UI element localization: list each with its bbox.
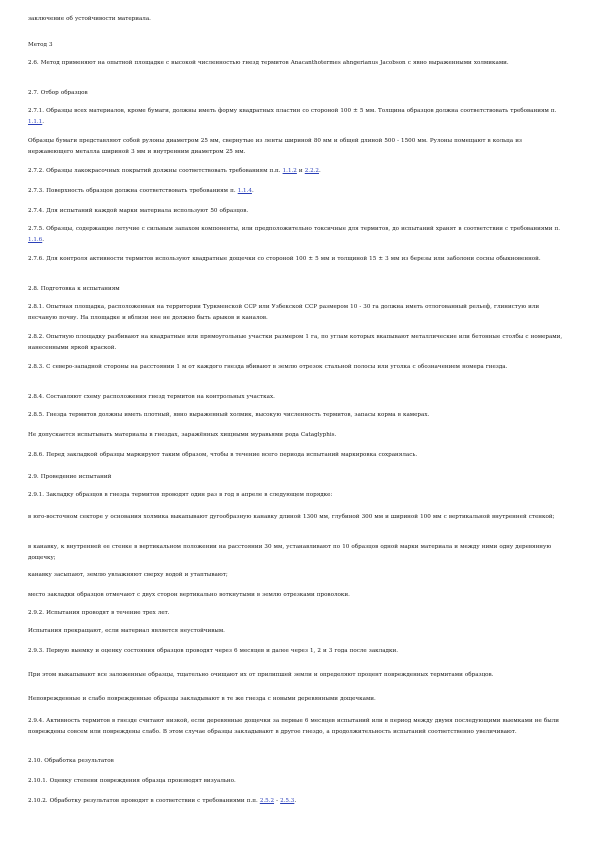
paragraph-text: 2.9.4. Активность термитов в гнезде считают низкой, если деревянные дощечки за первые 6 месяцев испытаний или в период между двумя последующими выемками не были повреждены совсем или повреждены слабо. В этом случае образцы закладывают в другое гнездо, а продолжительность испытаний соответственно увеличивают. [28,718,559,735]
paragraph [28,58,568,69]
paragraph-text: 2.8.2. Опытную площадку разбивают на квадратные или прямоугольные участки размером 1 га, по углам которых вкапывают металлические или бетонные столбы с номерами, нанесенными яркой краской. [28,334,563,351]
paragraph [28,570,568,581]
paragraph-text: 2.7.2. Образцы лакокрасочных покрытий должны соответствовать требованиям п.п. [28,168,283,174]
clause-reference-link[interactable]: 2.5.3 [280,798,295,804]
paragraph-text: Метод 3 [28,42,53,48]
paragraph [28,332,568,354]
paragraph-text: . [318,168,321,174]
paragraph-text: 2.7. Отбор образцов [28,90,88,96]
paragraph [28,40,568,51]
clause-reference-link[interactable]: 1.1.6 [28,237,43,243]
paragraph-text: заключение об устойчивости материала. [28,16,151,22]
clause-reference-link[interactable]: 1.1.1 [28,119,43,125]
paragraph-text: в юго-восточном секторе у основания холмика выкапывают дугообразную канавку длиной 1300 мм, глубиной 300 мм и шириной 100 мм с вертикальной внутренней стенкой; [28,514,555,520]
paragraph [28,14,568,25]
paragraph-text: 2.7.1. Образцы всех материалов, кроме бумаги, должны иметь форму квадратных пластин со стороной 100 ± 5 мм. Толщина образцов должна соответствовать требованиям п. [28,108,557,114]
paragraph [28,166,568,177]
paragraph-text: Испытания прекращают, если материал является неустойчивым. [28,628,225,634]
paragraph-text: 2.8.1. Опытная площадка, расположенная на территории Туркменской ССР или Узбекской ССР размером 10 - 30 га должна иметь отлогованный рельеф, глинистую или песчаную почву. На площадке и вблизи нее не должно быть арыков и каналов. [28,304,540,321]
paragraph [28,670,568,681]
paragraph-text: . [42,237,45,243]
paragraph-text: 2.8.4. Составляют схему расположения гнезд термитов на контрольных участках. [28,394,275,400]
clause-reference-link[interactable]: 2.5.2 [259,798,275,804]
clause-reference-link[interactable]: 2.2.2 [304,168,319,174]
paragraph [28,608,568,619]
paragraph-text: 2.8. Подготовка к испытаниям [28,286,120,292]
paragraph [28,646,568,657]
paragraph-text: 2.9.1. Закладку образцов в гнезда термитов проводят один раз в год в апреле в следующем порядке: [28,492,333,498]
paragraph [28,626,568,637]
paragraph [28,362,568,373]
paragraph-text: Образцы бумаги представляют собой рулоны диаметром 25 мм, свернутые из ленты шириной 80 мм и общей длиной 500 - 1500 мм. Рулоны помещают в кольца из нержавеющего металла шириной 3 мм и внутренним диаметром 25 мм. [28,138,522,155]
clause-reference-link[interactable]: 1.1.2 [282,168,297,174]
paragraph [28,186,568,197]
paragraph-text: 2.8.6. Перед закладкой образцы маркируют таким образом, чтобы в течение всего периода испытаний маркировка сохранялась. [28,452,418,458]
paragraph-text: . [294,798,297,804]
paragraph [28,694,568,705]
paragraph-text: и [296,168,305,174]
clause-reference-link[interactable]: 1.1.4 [237,188,252,194]
paragraph [28,490,568,501]
paragraph [28,302,568,324]
paragraph [28,206,568,217]
paragraph [28,512,568,523]
paragraph [28,392,568,403]
paragraph-text: 2.10.1. Оценку степени повреждения образца производят визуально. [28,778,236,784]
paragraph [28,776,568,787]
paragraph-text: Не допускается испытывать материалы в гнездах, заражённых хищными муравьями рода Cataglyphis. [28,432,337,438]
paragraph [28,756,568,767]
paragraph [28,254,568,265]
paragraph-text: При этом выкапывают все заложенные образцы, тщательно очищают их от прилипшей земли и определяют процент поврежденных термитами образцов. [28,672,494,678]
paragraph [28,224,568,246]
paragraph-text: 2.9.3. Первую выемку и оценку состояния образцов проводят через 6 месяцев и далее через 1, 2 и 3 года после закладки. [28,648,399,654]
paragraph-text: 2.7.5. Образцы, содержащие летучие с сильным запахом компоненты, или предположительно токсичные для термитов, до испытаний хранят в соответствии с требованиями п. [28,226,561,232]
paragraph [28,88,568,99]
paragraph-text: 2.8.3. С северо-западной стороны на расстоянии 1 м от каждого гнезда вбивают в землю отрезок стальной полосы или уголка с обозначением номера гнезда. [28,364,508,370]
paragraph-text: . [42,119,45,125]
paragraph-text: 2.7.4. Для испытаний каждой марки материала используют 50 образцов. [28,208,249,214]
paragraph-text: канавку засыпают, землю увлажняют сверху водой и утаптывают; [28,572,228,578]
paragraph [28,410,568,421]
paragraph-text: 2.10.2. Обработку результатов проводят в соответствии с требованиями п.п. [28,798,260,804]
paragraph [28,796,568,807]
paragraph [28,590,568,601]
paragraph-text: 2.8.5. Гнезда термитов должны иметь плотный, явно выраженный холмик, высокую численность термитов, запасы корма в камерах. [28,412,430,418]
paragraph-text: . [251,188,254,194]
paragraph-text: 2.9. Проведение испытаний [28,474,112,480]
paragraph [28,542,568,564]
paragraph-text: в канавку, к внутренней ее стенке в вертикальном положении на расстоянии 30 мм, устанавливают по 10 образцов одной марки материала и между ними одну деревянную дощечку; [28,544,552,561]
paragraph-text: Неповрежденные и слабо поврежденные образцы закладывают в те же гнезда с новыми деревянными дощечками. [28,696,376,702]
paragraph [28,430,568,441]
paragraph [28,136,568,158]
paragraph [28,472,568,483]
paragraph-text: 2.9.2. Испытания проводят в течение трех лет. [28,610,170,616]
paragraph [28,716,568,738]
paragraph [28,284,568,295]
paragraph-text: 2.10. Обработка результатов [28,758,114,764]
paragraph-text: место закладки образцов отмечают с двух сторон вертикально воткнутыми в землю отрезками проволоки. [28,592,350,598]
paragraph-text: 2.6. Метод применяют на опытной площадке с высокой численностью гнезд термитов Anacanthotermes ahngerianus Jacobson с явно выраженными холмиками. [28,60,509,66]
paragraph-text: 2.7.3. Поверхность образцов должна соответствовать требованиям п. [28,188,238,194]
paragraph [28,450,568,461]
paragraph [28,106,568,128]
paragraph-text: 2.7.6. Для контроля активности термитов используют квадратные дощечки со стороной 100 ± 5 мм и толщиной 15 ± 3 мм из березы или заболони сосны обыкновенной. [28,256,541,262]
paragraph-text: - [274,798,281,804]
